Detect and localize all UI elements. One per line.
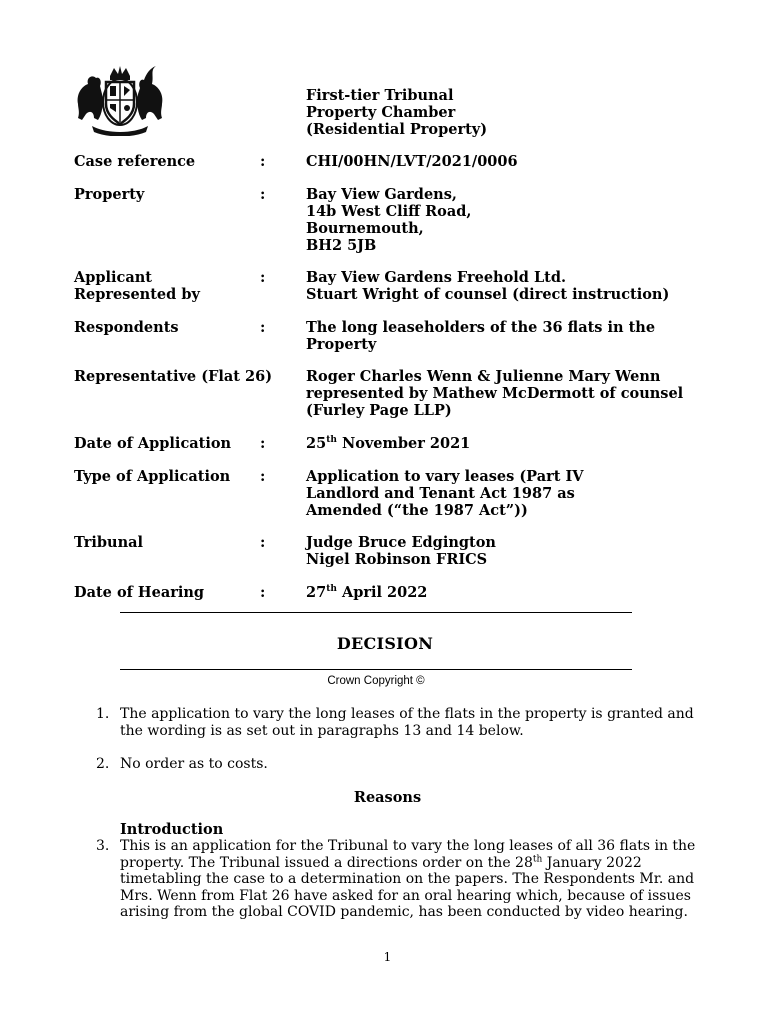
- property-address: [306, 186, 686, 254]
- address-line: BH2 5JB: [306, 237, 377, 254]
- address-line: 14b West Cliff Road,: [306, 203, 472, 220]
- separator-colon: :: [260, 186, 266, 203]
- paragraph-line: timetabling the case to a determination on the papers. The Respondents Mr. and: [120, 871, 695, 887]
- header-line: Property Chamber: [306, 104, 456, 121]
- royal-coat-of-arms-logo: [72, 64, 168, 136]
- reasons-heading: Reasons: [353, 789, 422, 806]
- type-line: Application to vary leases (Part IV: [306, 468, 584, 485]
- date-suffix: th: [326, 584, 337, 595]
- paragraph-text: [120, 706, 694, 739]
- representative-line: Roger Charles Wenn & Julienne Mary Wenn: [306, 368, 661, 385]
- applicant-name: Bay View Gardens Freehold Ltd.: [306, 269, 567, 286]
- tribunal-header: [306, 87, 487, 138]
- tribunal-member: Nigel Robinson FRICS: [306, 551, 488, 568]
- representative-line: represented by Mathew McDermott of counsel: [306, 385, 684, 402]
- header-line: First-tier Tribunal: [306, 87, 454, 104]
- representative-line: (Furley Page LLP): [306, 402, 452, 419]
- separator-colon: :: [260, 534, 266, 551]
- date-rest: April 2022: [336, 584, 428, 601]
- type-of-application-value: [306, 468, 686, 519]
- respondents-value: [306, 319, 686, 353]
- date-rest: November 2021: [336, 435, 471, 452]
- decision-title: DECISION: [336, 634, 434, 653]
- respondents-line: The long leaseholders of the 36 flats in the: [306, 319, 656, 336]
- tribunal-member: Judge Bruce Edgington: [306, 534, 496, 551]
- applicant-labels: [74, 269, 274, 303]
- separator-colon: :: [260, 468, 266, 485]
- property-label: Property: [74, 186, 145, 203]
- separator-colon: :: [260, 153, 266, 170]
- case-reference-label: Case reference: [74, 153, 196, 170]
- paragraph-line: [120, 855, 690, 872]
- respondents-line: Property: [306, 336, 377, 353]
- applicant-label: Applicant: [74, 269, 153, 286]
- paragraph-line: the wording is as set out in paragraphs 13 and 14 below.: [120, 722, 524, 739]
- paragraph-line: Mrs. Wenn from Flat 26 have asked for an oral hearing which, because of issues: [120, 887, 691, 904]
- type-line: Amended (“the 1987 Act”)): [306, 502, 528, 519]
- date-suffix: th: [326, 435, 337, 446]
- paragraph-number: 3.: [96, 838, 110, 854]
- tribunal-members: [306, 534, 686, 568]
- tribunal-label: Tribunal: [74, 534, 144, 551]
- header-line: (Residential Property): [306, 121, 488, 138]
- crown-copyright: Crown Copyright ©: [327, 675, 425, 687]
- page-number: 1: [383, 950, 392, 964]
- paragraph-fragment: property. The Tribunal issued a directions order on the 28: [120, 854, 533, 871]
- divider-line: [120, 669, 632, 670]
- applicant-representative: Stuart Wright of counsel (direct instruction): [306, 286, 670, 303]
- separator-colon: :: [260, 584, 266, 601]
- date-of-application-value: [306, 435, 686, 452]
- representative-value: [306, 368, 686, 419]
- respondents-label: Respondents: [74, 319, 179, 336]
- paragraph-text: [120, 756, 690, 773]
- paragraph-line: arising from the global COVID pandemic, has been conducted by video hearing.: [120, 904, 688, 920]
- date-day: 25: [306, 435, 327, 452]
- type-line: Landlord and Tenant Act 1987 as: [306, 485, 575, 502]
- separator-colon: :: [260, 319, 266, 336]
- paragraph-number: 2.: [96, 756, 110, 772]
- paragraph-fragment: January 2022: [542, 854, 642, 871]
- case-reference-value: CHI/00HN/LVT/2021/0006: [306, 153, 518, 170]
- address-line: Bay View Gardens,: [306, 186, 457, 203]
- represented-by-label: Represented by: [74, 286, 200, 303]
- date-suffix: th: [532, 853, 543, 864]
- date-of-hearing-value: [306, 584, 686, 601]
- paragraph-text: [120, 838, 696, 921]
- paragraph-number: 1.: [96, 706, 110, 722]
- separator-colon: :: [260, 269, 266, 286]
- date-of-hearing-label: Date of Hearing: [74, 584, 205, 601]
- paragraph-line: This is an application for the Tribunal to vary the long leases of all 36 flats in the: [120, 838, 696, 854]
- introduction-heading: Introduction: [120, 821, 224, 838]
- paragraph-line: The application to vary the long leases of the flats in the property is granted and: [120, 706, 694, 722]
- representative-label: Representative (Flat 26): [74, 368, 273, 385]
- divider-line: [120, 612, 632, 613]
- paragraph-line: No order as to costs.: [120, 756, 268, 772]
- address-line: Bournemouth,: [306, 220, 424, 237]
- type-of-application-label: Type of Application: [74, 468, 231, 485]
- applicant-value: [306, 269, 686, 303]
- date-day: 27: [306, 584, 327, 601]
- date-of-application-label: Date of Application: [74, 435, 232, 452]
- separator-colon: :: [260, 435, 266, 452]
